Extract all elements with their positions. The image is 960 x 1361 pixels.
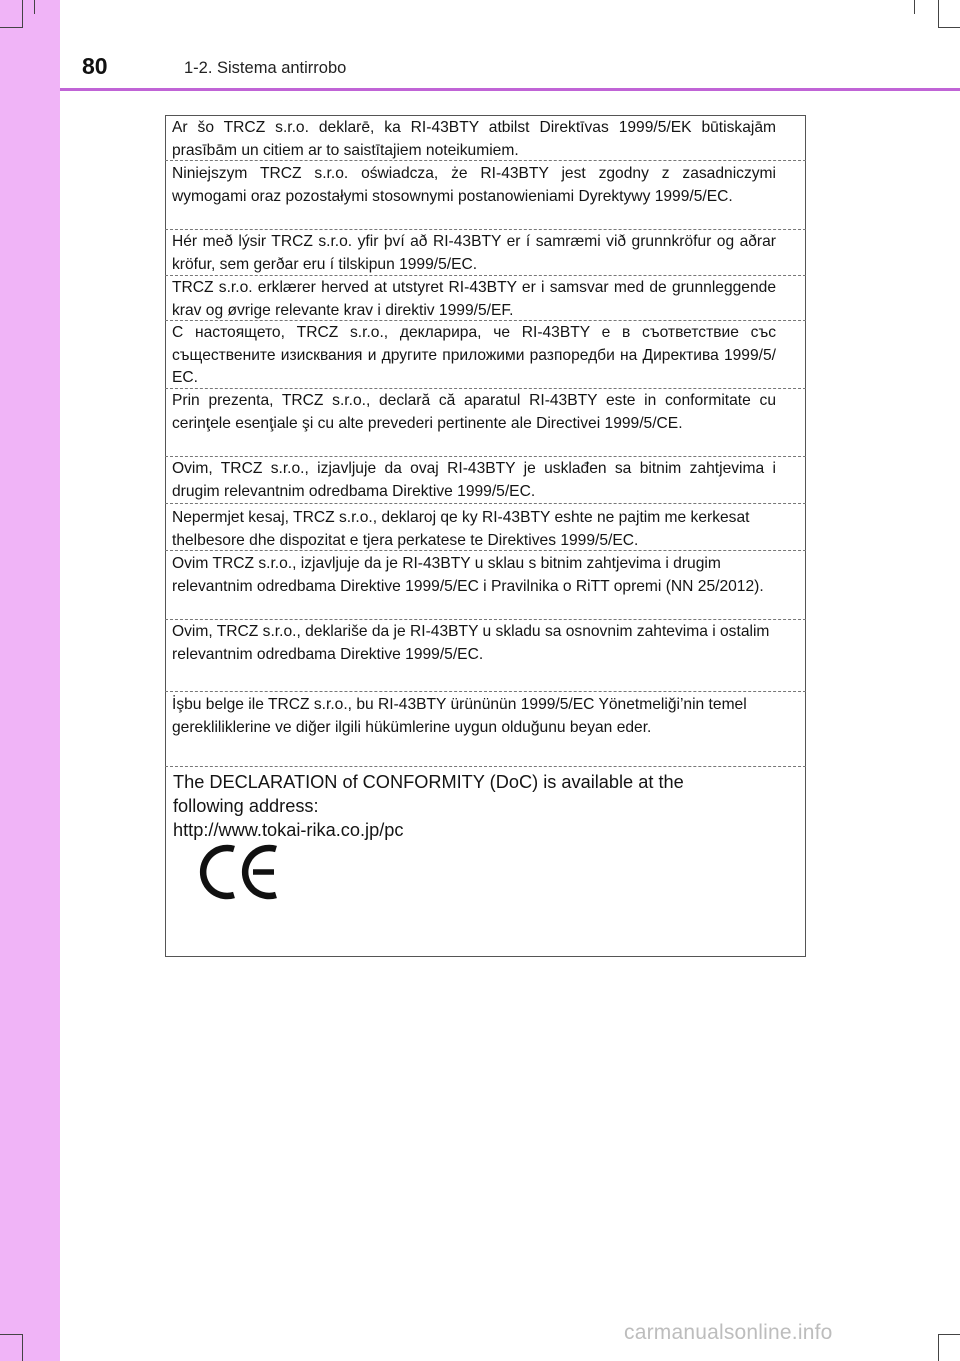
page-number: 80 xyxy=(82,53,108,79)
doc-notice-line1: The DECLARATION of CONFORMITY (DoC) is available at the xyxy=(173,772,684,792)
declaration-turkish: İşbu belge ile TRCZ s.r.o., bu RI-43BTY ürününün 1999/5/EC Yönetmeliği’nin temel gerekliliklerine ve diğer ilgili hükümlerine uygun olduğunu beyan eder. xyxy=(172,696,747,736)
declaration-romanian: Prin prezenta, TRCZ s.r.o., declară că aparatul RI-43BTY este in conformitate cu cerinţele esenţiale şi cu alte prevederi pertinente ale Directivei 1999/5/CE. xyxy=(172,392,776,432)
declaration-croatian: Ovim TRCZ s.r.o., izjavljuje da je RI-43BTY u sklau s bitnim zahtjevima i drugim relevantnim odredbama Direktive 1999/5/EC i Pravilnika o RiTT opremi (NN 25/2012). xyxy=(172,555,764,595)
crop-mark xyxy=(34,0,35,14)
crop-mark xyxy=(938,1334,939,1361)
crop-mark xyxy=(914,0,915,14)
doc-notice-line2: following address: xyxy=(173,796,319,816)
header-rule xyxy=(60,88,960,91)
doc-notice xyxy=(173,770,773,842)
crop-mark xyxy=(22,0,23,28)
declaration-bosnian: Ovim, TRCZ s.r.o., izjavljuje da ovaj RI-43BTY je usklađen sa bitnim zahtjevima i drugim relevantnim odredbama Direktive 1999/5/EC. xyxy=(172,460,776,500)
doc-url: http://www.tokai-rika.co.jp/pc xyxy=(173,820,404,840)
crop-mark xyxy=(0,27,22,28)
declaration-latvian: Ar šo TRCZ s.r.o. deklarē, ka RI-43BTY atbilst Direktīvas 1999/5/EK būtiskajām prasībām un citiem ar to saistītajiem noteikumiem. xyxy=(172,119,776,159)
declaration-polish: Niniejszym TRCZ s.r.o. oświadcza, że RI-43BTY jest zgodny z zasadniczymi wymogami oraz pozostałymi stosownymi postanowieniami Dyrektywy 1999/5/EC. xyxy=(172,165,776,205)
crop-mark xyxy=(22,1334,23,1361)
section-title: 1-2. Sistema antirrobo xyxy=(184,59,347,77)
crop-mark xyxy=(938,1334,960,1335)
ce-mark-icon xyxy=(196,843,286,903)
declaration-serbian: Ovim, TRCZ s.r.o., deklariše da je RI-43BTY u skladu sa osnovnim zahtevima i ostalim relevantnim odredbama Direktive 1999/5/EC. xyxy=(172,623,770,663)
crop-mark xyxy=(0,1334,22,1335)
side-band xyxy=(0,0,60,1361)
watermark: carmanualsonline.info xyxy=(624,1321,833,1344)
separator xyxy=(165,229,806,230)
crop-mark xyxy=(938,27,960,28)
separator xyxy=(165,766,806,767)
declaration-albanian: Nepermjet kesaj, TRCZ s.r.o., deklaroj qe ky RI-43BTY eshte ne pajtim me kerkesat thelbesore dhe dispozitat e tjera perkatese te Direktives 1999/5/EC. xyxy=(172,509,750,549)
separator xyxy=(165,503,806,504)
crop-mark xyxy=(938,0,939,28)
separator xyxy=(165,619,806,620)
separator xyxy=(165,456,806,457)
declaration-norwegian: TRCZ s.r.o. erklærer herved at utstyret RI-43BTY er i samsvar med de grunnleggende krav og øvrige relevante krav i direktiv 1999/5/EF. xyxy=(172,279,776,319)
declaration-bulgarian: С настоящето, TRCZ s.r.o., декларира, че RI-43BTY е в съответствие със съществените изисквания и другите приложими разпоредби на Директива 1999/5/ЕС. xyxy=(172,324,776,386)
separator xyxy=(165,691,806,692)
declaration-icelandic: Hér með lýsir TRCZ s.r.o. yfir því að RI-43BTY er í samræmi við grunnkröfur og aðrar kröfur, sem gerðar eru í tilskipun 1999/5/EC. xyxy=(172,233,776,273)
